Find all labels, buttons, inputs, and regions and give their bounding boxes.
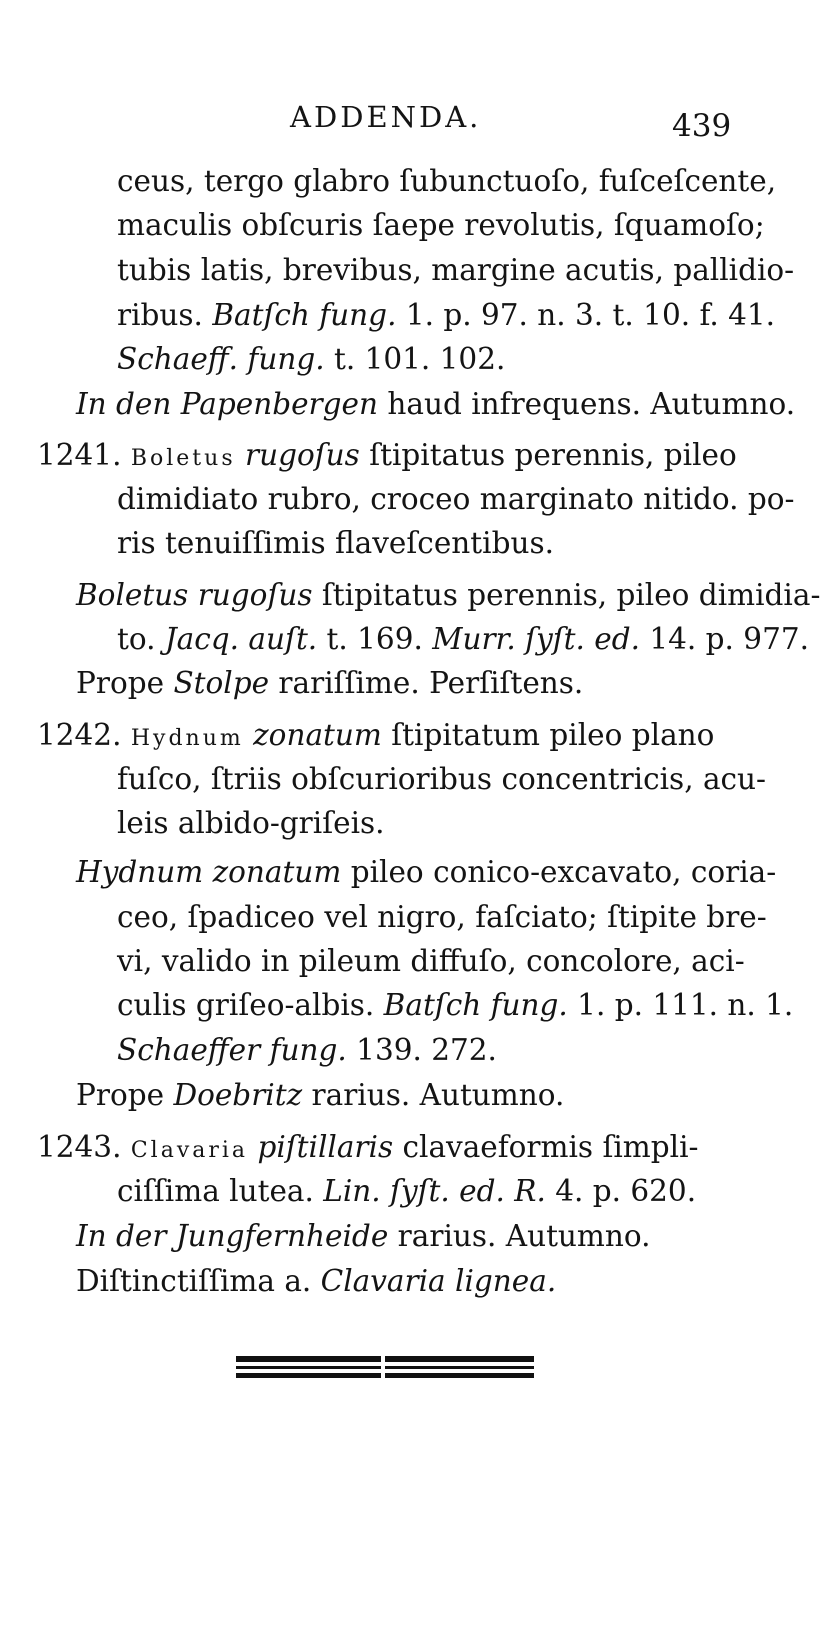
entry-1241-line-6: Prope Stolpe rariſſime. Perſiſtens.	[76, 666, 584, 700]
end-rule-middle	[236, 1366, 534, 1369]
locality: In den Papenbergen	[76, 387, 378, 421]
entry-1242-line-1: 1242. Hydnum zonatum ſtipitatum pileo plano	[37, 718, 715, 752]
text-line-4: ribus. Batſch fung. 1. p. 97. n. 3. t. 10. f. 41.	[117, 298, 775, 332]
text-line-5: Schaeff. fung. t. 101. 102.	[117, 342, 506, 376]
entry-1241-line-1: 1241. Boletus rugoſus ſtipitatus perennis, pileo	[37, 438, 737, 472]
citation: Lin. ſyſt. ed. R.	[323, 1174, 546, 1208]
species-name: Clavaria lignea.	[320, 1264, 557, 1298]
entry-1241-line-5: to. Jacq. auſt. t. 169. Murr. ſyſt. ed. 14. p. 977.	[117, 622, 809, 656]
text-line-2: maculis obſcuris ſaepe revolutis, ſquamoſo;	[117, 208, 765, 242]
running-head: ADDENDA.	[290, 100, 482, 134]
entry-number: 1241.	[37, 438, 131, 472]
entry-1243-line-1: 1243. Clavaria piſtillaris clavaeformis ſimpli-	[37, 1130, 699, 1164]
entry-1242-line-4: Hydnum zonatum pileo conico-excavato, coria-	[76, 855, 777, 889]
entry-1242-line-3: leis albido-griſeis.	[117, 806, 385, 840]
entry-1241-line-4: Boletus rugoſus ſtipitatus perennis, pileo dimidia-	[76, 578, 821, 612]
citation: Murr. ſyſt. ed.	[432, 622, 640, 656]
text-line-1: ceus, tergo glabro ſubunctuoſo, fuſceſcente,	[117, 164, 777, 198]
entry-1242-line-2: fuſco, ſtriis obſcurioribus concentricis, acu-	[117, 762, 767, 796]
genus-name: Clavaria	[130, 1138, 249, 1163]
entry-1242-line-9: Prope Doebritz rarius. Autumno.	[76, 1078, 565, 1112]
entry-1242-line-6: vi, valido in pileum diffuſo, concolore, aci-	[117, 944, 745, 978]
citation: Schaeffer fung.	[117, 1033, 347, 1067]
text-line-3: tubis latis, brevibus, margine acutis, pallidio-	[117, 253, 795, 287]
entry-1243-line-3: In der Jungfernheide rarius. Autumno.	[76, 1219, 651, 1253]
entry-number: 1242.	[37, 718, 131, 752]
entry-1241-line-2: dimidiato rubro, croceo marginato nitido. po-	[117, 482, 795, 516]
entry-1242-line-8: Schaeffer fung. 139. 272.	[117, 1033, 497, 1067]
locality: In der Jungfernheide	[76, 1219, 389, 1253]
citation: Batſch fung.	[383, 988, 568, 1022]
genus-name: Boletus	[130, 446, 236, 471]
citation: Jacq. auſt.	[164, 622, 318, 656]
entry-1242-line-5: ceo, ſpadiceo vel nigro, faſciato; ſtipite bre-	[117, 900, 767, 934]
entry-1242-line-7: culis griſeo-albis. Batſch fung. 1. p. 111. n. 1.	[117, 988, 794, 1022]
entry-1241-line-3: ris tenuiſſimis flaveſcentibus.	[117, 526, 554, 560]
end-rule-thick	[236, 1356, 534, 1362]
synonym: Hydnum zonatum	[76, 855, 342, 889]
citation: Schaeff. fung.	[117, 342, 325, 376]
locality: Stolpe	[173, 666, 270, 700]
locality: Doebritz	[173, 1078, 303, 1112]
synonym: Boletus rugoſus	[76, 578, 313, 612]
entry-number: 1243.	[37, 1130, 131, 1164]
entry-1243-line-2: ciſſima lutea. Lin. ſyſt. ed. R. 4. p. 620.	[117, 1174, 697, 1208]
genus-name: Hydnum	[130, 726, 244, 751]
page-number: 439	[672, 108, 732, 144]
citation: Batſch fung.	[212, 298, 397, 332]
end-rule-bottom	[236, 1373, 534, 1378]
entry-1243-line-4: Diſtinctiſſima a. Clavaria lignea.	[76, 1264, 557, 1298]
species-name: zonatum	[253, 718, 382, 752]
end-rule-gap	[381, 1356, 385, 1378]
text-line-6: In den Papenbergen haud infrequens. Autumno.	[76, 387, 796, 421]
species-name: piſtillaris	[257, 1130, 394, 1164]
species-name: rugoſus	[245, 438, 360, 472]
